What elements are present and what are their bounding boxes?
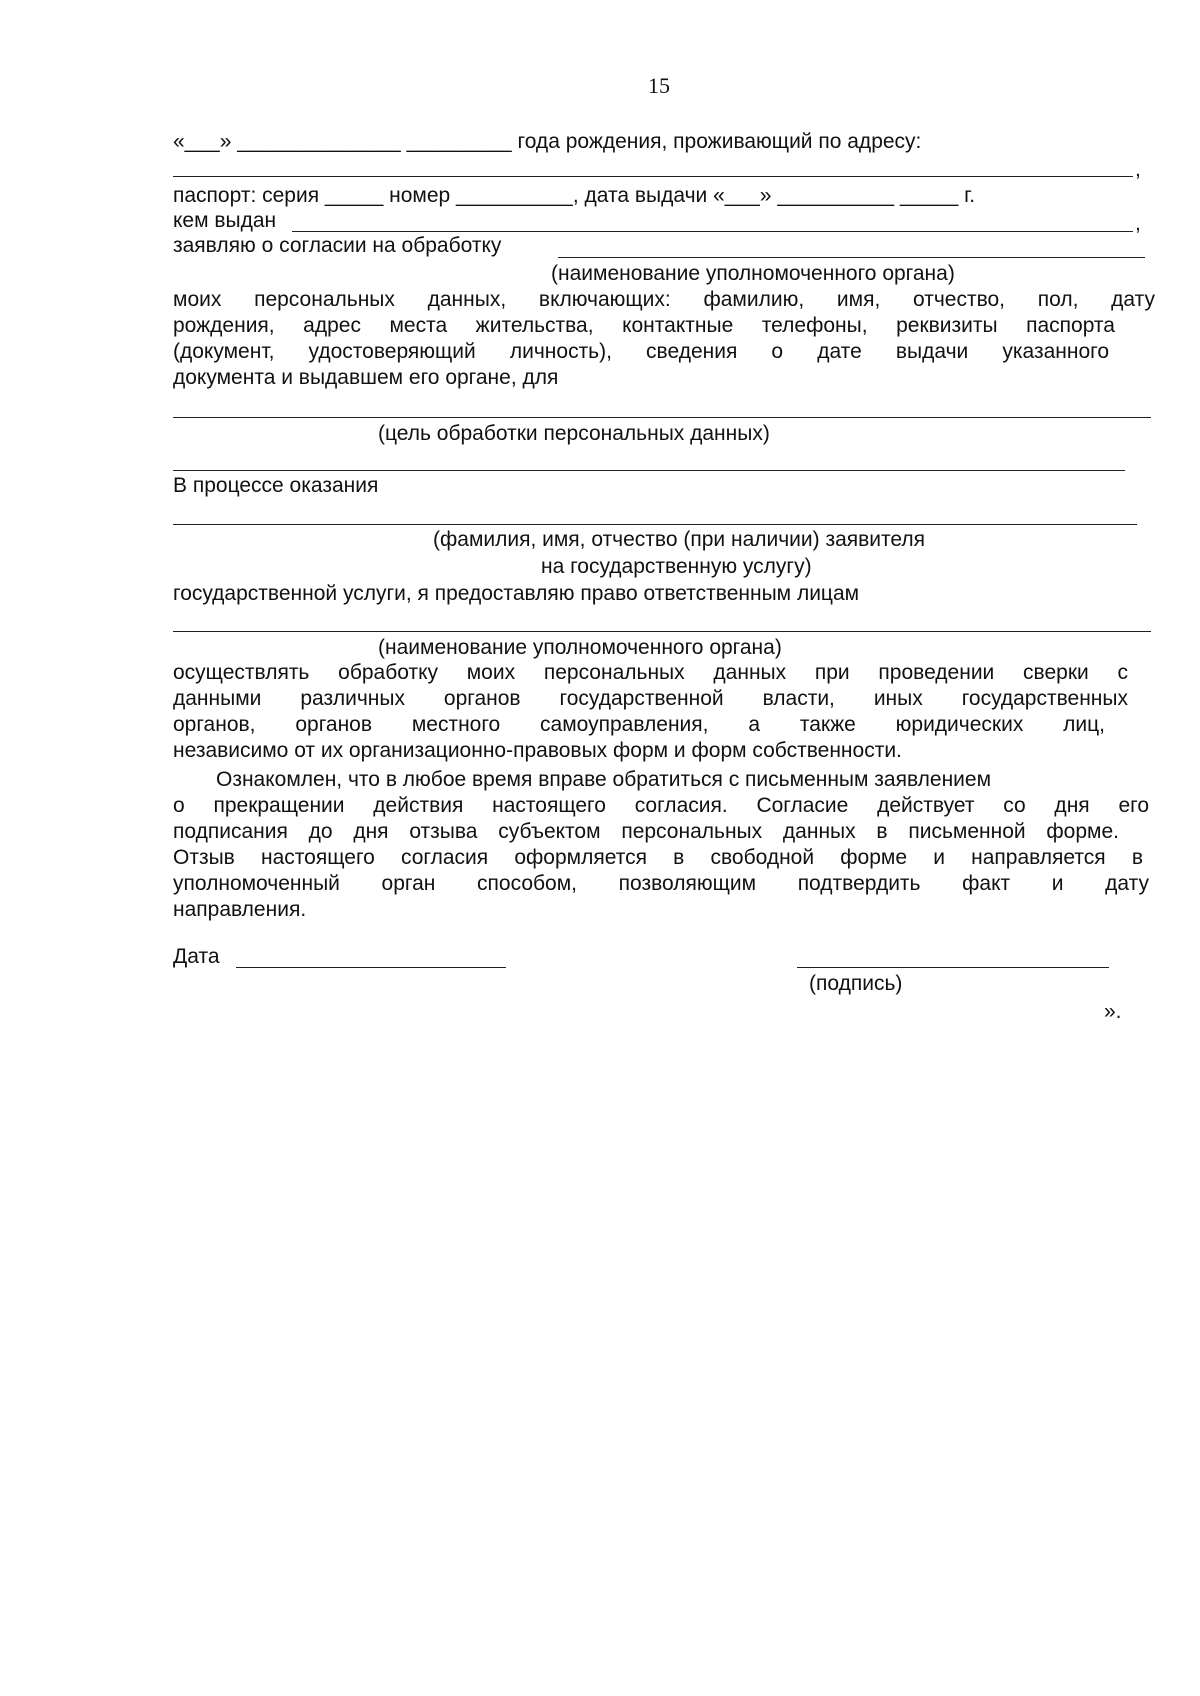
issued-by-label: кем выдан (173, 209, 277, 232)
passport-line: паспорт: серия _____ номер __________, дата выдачи «___» __________ _____ г. (173, 184, 976, 207)
authority-blank-2 (173, 631, 1151, 632)
data-paragraph-line-2: рождения, адрес места жительства, контактные телефоны, реквизиты паспорта (173, 314, 1115, 337)
caption-applicant-2: на государственную услугу) (541, 555, 812, 578)
authority-blank-1 (558, 257, 1145, 258)
signature-caption: (подпись) (809, 972, 903, 995)
birth-line: «___» ______________ _________ года рождения, проживающий по адресу: (173, 130, 922, 153)
revocation-paragraph-line-5: уполномоченный орган способом, позволяющим подтвердить факт и дату (173, 872, 1149, 895)
page-number: 15 (648, 73, 670, 98)
date-label: Дата (173, 945, 220, 968)
service-line: государственной услуги, я предоставляю право ответственным лицам (173, 582, 860, 605)
caption-authority-2: (наименование уполномоченного органа) (378, 636, 782, 659)
applicant-blank (173, 524, 1137, 525)
signature-blank (797, 967, 1109, 968)
issued-by-blank (292, 231, 1133, 232)
processing-paragraph-line-4: независимо от их организационно-правовых форм и форм собственности. (173, 739, 902, 762)
date-blank (236, 967, 506, 968)
processing-paragraph-line-3: органов, органов местного самоуправления, а также юридических лиц, (173, 713, 1105, 736)
process-label: В процессе оказания (173, 474, 379, 497)
processing-paragraph-line-1: осуществлять обработку моих персональных данных при проведении сверки с (173, 661, 1128, 684)
data-paragraph-line-1: моих персональных данных, включающих: фамилию, имя, отчество, пол, дату (173, 288, 1155, 311)
caption-applicant-1: (фамилия, имя, отчество (при наличии) заявителя (433, 528, 926, 551)
revocation-paragraph-line-4: Отзыв настоящего согласия оформляется в свободной форме и направляется в (173, 846, 1143, 869)
revocation-paragraph-line-6: направления. (173, 898, 307, 921)
processing-paragraph-line-2: данными различных органов государственной власти, иных государственных (173, 687, 1128, 710)
revocation-paragraph-line-1: Ознакомлен, что в любое время вправе обратиться с письменным заявлением (216, 768, 992, 791)
data-paragraph-line-3: (документ, удостоверяющий личность), сведения о дате выдачи указанного (173, 340, 1109, 363)
issued-by-comma: , (1135, 212, 1141, 235)
purpose-blank-2 (173, 470, 1125, 471)
consent-label: заявляю о согласии на обработку (173, 234, 502, 257)
caption-purpose: (цель обработки персональных данных) (378, 422, 770, 445)
purpose-blank (173, 417, 1151, 418)
data-paragraph-line-4: документа и выдавшем его органе, для (173, 366, 559, 389)
caption-authority-1: (наименование уполномоченного органа) (551, 262, 955, 285)
address-comma: , (1135, 158, 1141, 181)
closing-quote: ». (1104, 1000, 1122, 1023)
revocation-paragraph-line-2: о прекращении действия настоящего согласия. Согласие действует со дня его (173, 794, 1149, 817)
address-blank (173, 176, 1133, 177)
revocation-paragraph-line-3: подписания до дня отзыва субъектом персональных данных в письменной форме. (173, 820, 1119, 843)
